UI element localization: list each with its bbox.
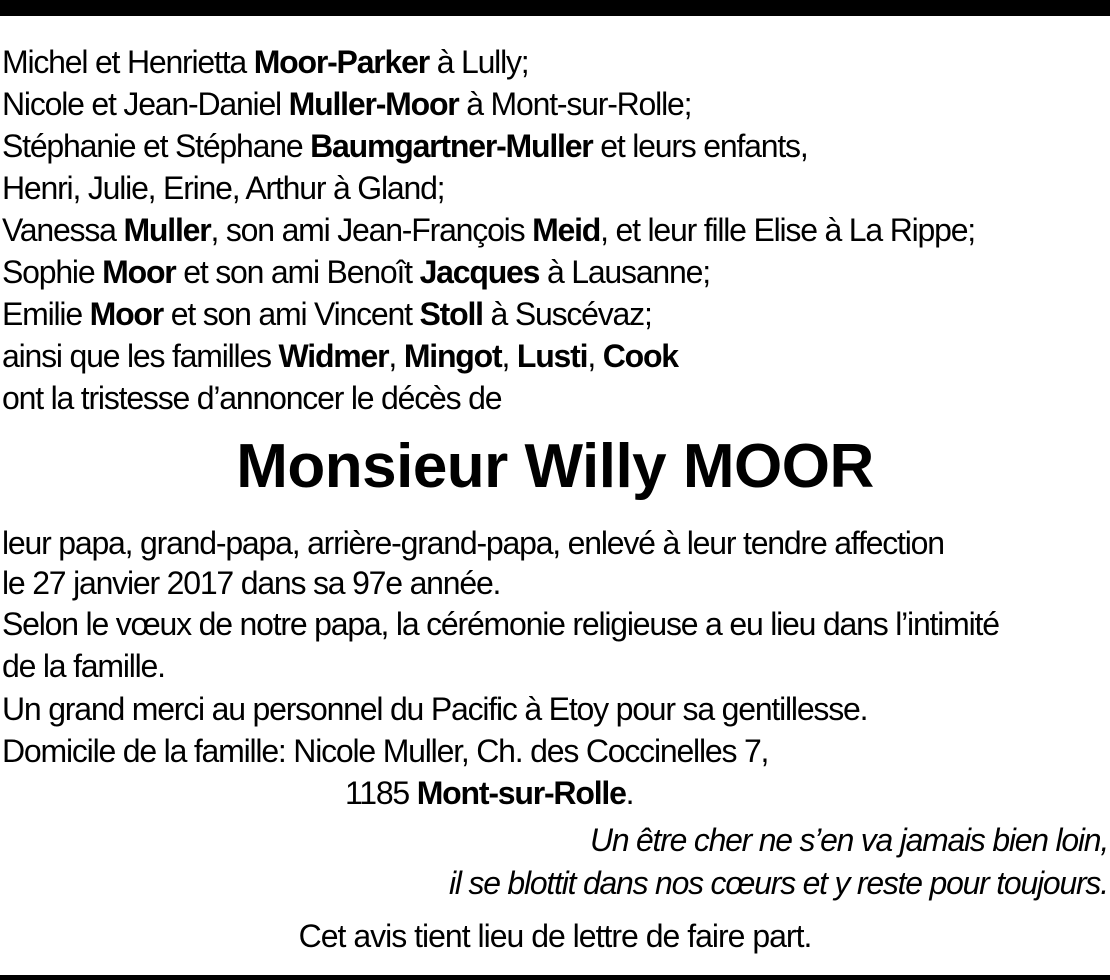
address-suffix: .	[625, 775, 634, 811]
family-line-7	[2, 294, 652, 334]
family-line-3	[2, 126, 808, 166]
family-name-bold: Widmer	[278, 338, 389, 374]
body-line: Selon le vœux de notre papa, la cérémonie religieuse a eu lieu dans l’intimité	[2, 606, 999, 642]
family-name-bold: Moor	[102, 254, 176, 290]
family-text: Nicole et Jean-Daniel	[2, 86, 289, 122]
family-text: ,	[587, 338, 603, 374]
postcode: 1185	[345, 775, 417, 811]
family-text: Vanessa	[2, 212, 124, 248]
bottom-border-rule	[0, 975, 1110, 980]
family-name-bold: Moor	[89, 296, 164, 332]
family-name-bold: Jacques	[419, 254, 540, 290]
family-line-1	[2, 42, 528, 82]
family-text: Emilie	[2, 296, 90, 332]
family-line-5	[2, 210, 975, 250]
deceased-name-title: Monsieur Willy MOOR	[236, 432, 874, 501]
family-name-bold: Stoll	[419, 296, 483, 332]
family-name-bold: Cook	[602, 338, 678, 374]
family-name-bold: Muller-Moor	[288, 86, 459, 122]
family-text: ainsi que les familles	[2, 338, 279, 374]
quote-line-2: il se blottit dans nos cœurs et y reste pour toujours.	[449, 865, 1108, 901]
address-line	[345, 773, 633, 813]
family-text: Stéphanie et Stéphane	[2, 128, 311, 164]
top-border-rule	[0, 0, 1110, 16]
family-line-8	[2, 336, 678, 376]
family-text: à Lully;	[429, 44, 529, 80]
body-line: de la famille.	[2, 648, 165, 684]
announcement-line	[2, 378, 501, 418]
body-line: Domicile de la famille: Nicole Muller, Ch. des Coccinelles 7,	[2, 733, 769, 769]
family-name-bold: Lusti	[516, 338, 588, 374]
quote-line-1: Un être cher ne s’en va jamais bien loin,	[590, 822, 1108, 858]
family-text: Henri, Julie, Erine, Arthur à Gland;	[2, 170, 445, 206]
family-text: Michel et Henrietta	[2, 44, 254, 80]
announcement-text: ont la tristesse d’annoncer le décès de	[2, 380, 502, 416]
body-line: Un grand merci au personnel du Pacific à Etoy pour sa gentillesse.	[2, 691, 868, 727]
family-name-bold: Baumgartner-Muller	[310, 128, 593, 164]
family-text: ,	[501, 338, 517, 374]
body-line: leur papa, grand-papa, arrière-grand-papa, enlevé à leur tendre affection	[2, 525, 944, 561]
family-line-4	[2, 168, 444, 208]
closing-note: Cet avis tient lieu de lettre de faire part.	[298, 918, 812, 954]
family-name-bold: Moor-Parker	[253, 44, 429, 80]
body-line: le 27 janvier 2017 dans sa 97e année.	[2, 565, 501, 601]
family-text: et leurs enfants,	[592, 128, 808, 164]
family-text: à Lausanne;	[539, 254, 710, 290]
family-line-2	[2, 84, 691, 124]
family-name-bold: Meid	[532, 212, 601, 248]
family-text: , son ami Jean-François	[210, 212, 533, 248]
family-text: ,	[388, 338, 404, 374]
town-name: Mont-sur-Rolle	[416, 775, 626, 811]
family-text: à Suscévaz;	[482, 296, 652, 332]
family-name-bold: Muller	[123, 212, 211, 248]
family-text: et son ami Benoît	[175, 254, 420, 290]
family-name-bold: Mingot	[403, 338, 502, 374]
family-text: et son ami Vincent	[163, 296, 420, 332]
family-text: Sophie	[2, 254, 103, 290]
family-text: à Mont-sur-Rolle;	[458, 86, 692, 122]
family-text: , et leur fille Elise à La Rippe;	[600, 212, 975, 248]
family-line-6	[2, 252, 710, 292]
